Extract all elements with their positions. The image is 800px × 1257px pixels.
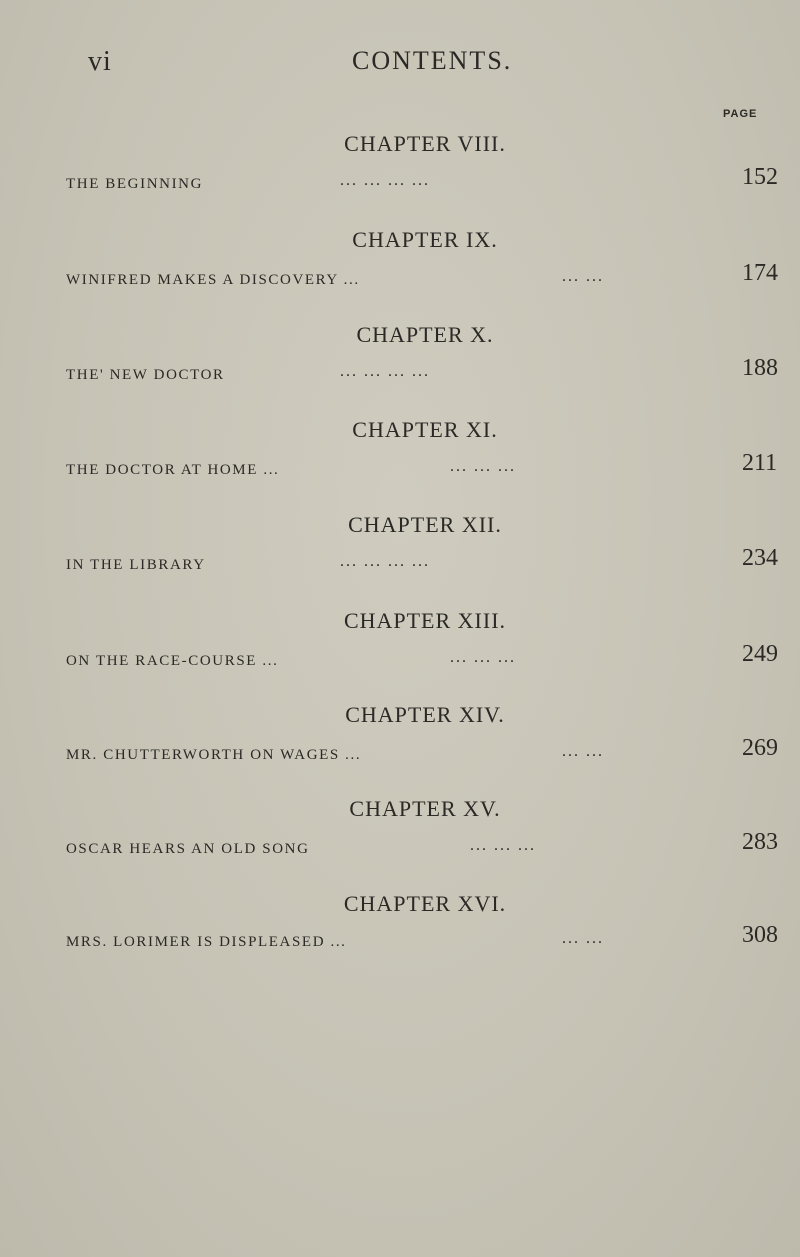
- chapter-heading: CHAPTER X.: [356, 322, 494, 347]
- entry-page: 249: [742, 641, 778, 667]
- entry-title: IN THE LIBRARY: [66, 557, 206, 573]
- dot-leaders: ... ... ... ...: [340, 553, 430, 570]
- entry-title: OSCAR HEARS AN OLD SONG: [66, 841, 310, 857]
- dot-leaders: ... ... ...: [470, 837, 536, 854]
- entry-page: 211: [742, 450, 778, 476]
- page-number: vi: [88, 46, 112, 77]
- dot-leaders: ... ...: [562, 743, 604, 760]
- entry-title: THE' NEW DOCTOR: [66, 367, 225, 383]
- entry-title: WINIFRED MAKES A DISCOVERY ...: [66, 272, 360, 288]
- chapter-heading: CHAPTER XIV.: [345, 702, 505, 727]
- dot-leaders: ... ... ... ...: [340, 172, 430, 189]
- dot-leaders: ... ...: [562, 268, 604, 285]
- dot-leaders: ... ... ... ...: [340, 363, 430, 380]
- chapter-heading: CHAPTER XII.: [348, 512, 502, 537]
- entry-page: 283: [742, 829, 778, 855]
- entry-page: 152: [742, 164, 778, 190]
- entry-page: 308: [742, 922, 778, 948]
- page-column-label: PAGE: [723, 108, 758, 120]
- entry-page: 188: [742, 355, 778, 381]
- entry-title: THE BEGINNING: [66, 176, 204, 192]
- entry-title: THE DOCTOR AT HOME ...: [66, 462, 280, 478]
- dot-leaders: ... ... ...: [450, 649, 516, 666]
- chapter-heading: CHAPTER XIII.: [343, 608, 507, 633]
- chapter-heading: CHAPTER XV.: [349, 796, 501, 821]
- chapter-heading: CHAPTER VIII.: [344, 131, 506, 156]
- dot-leaders: ... ...: [562, 930, 604, 947]
- entry-title: ON THE RACE-COURSE ...: [66, 653, 279, 669]
- entry-title: MRS. LORIMER IS DISPLEASED ...: [66, 934, 347, 950]
- entry-page: 269: [742, 735, 778, 761]
- entry-page: 234: [742, 545, 778, 571]
- entry-page: 174: [742, 260, 778, 286]
- dot-leaders: ... ... ...: [450, 458, 516, 475]
- chapter-heading: CHAPTER XVI.: [343, 891, 507, 916]
- entry-title: MR. CHUTTERWORTH ON WAGES ...: [66, 747, 362, 763]
- chapter-heading: CHAPTER IX.: [352, 227, 498, 252]
- running-title: CONTENTS.: [352, 46, 513, 75]
- chapter-heading: CHAPTER XI.: [352, 417, 498, 442]
